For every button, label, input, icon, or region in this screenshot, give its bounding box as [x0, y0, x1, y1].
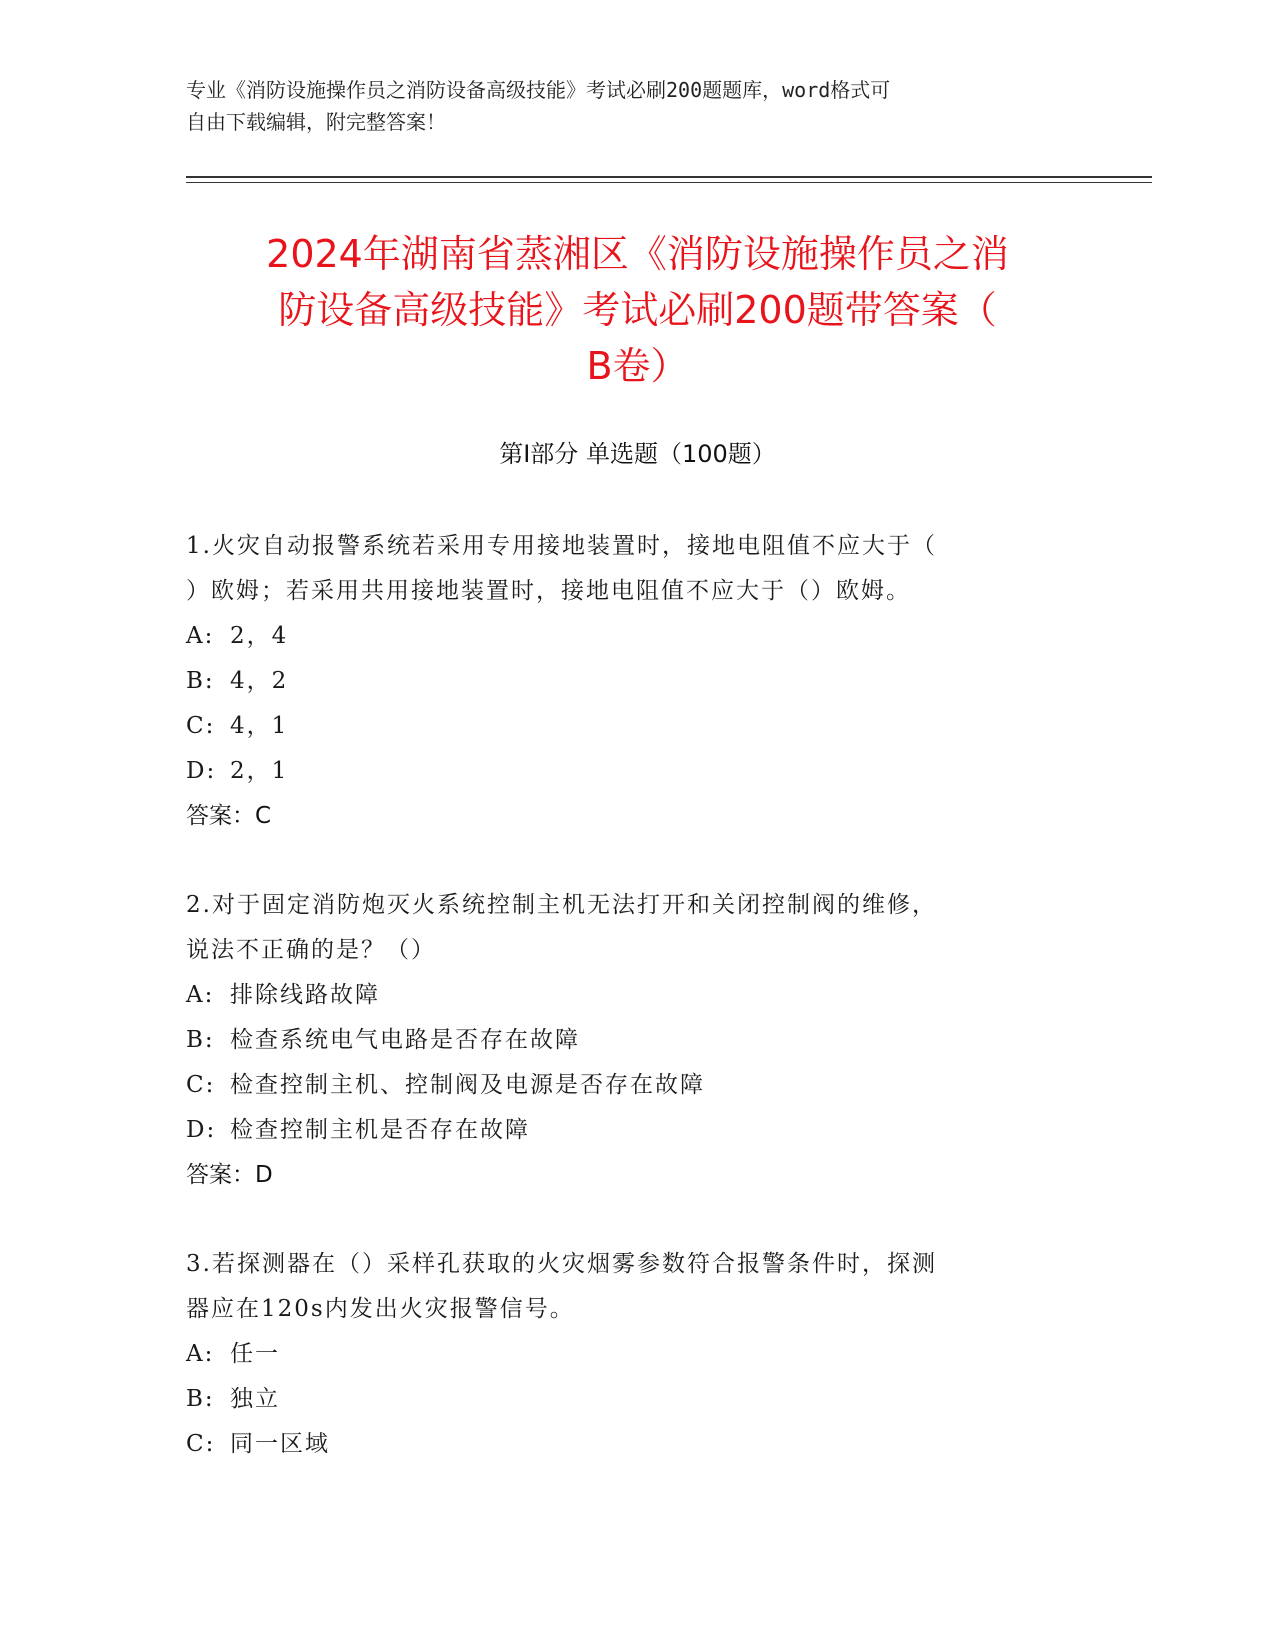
option-key: B:	[186, 1027, 215, 1053]
option-text: 排除线路故障	[230, 982, 380, 1008]
option-a	[186, 614, 1086, 659]
option-text: 同一区域	[230, 1431, 330, 1457]
option-text: 4，2	[230, 668, 289, 694]
title-line3: B卷）	[586, 344, 689, 388]
option-key: B:	[186, 668, 215, 694]
option-text: 4，1	[230, 713, 289, 739]
option-text: 检查控制主机、控制阀及电源是否存在故障	[230, 1072, 705, 1098]
option-b	[186, 1377, 1086, 1422]
option-text: 2，4	[230, 623, 289, 649]
title-line2: 防设备高级技能》考试必刷200题带答案（	[278, 288, 997, 332]
stem-line: 1.火灾自动报警系统若采用专用接地装置时，接地电阻值不应大于（	[186, 533, 937, 559]
stem-line: 2.对于固定消防炮灭火系统控制主机无法打开和关闭控制阀的维修，	[186, 892, 937, 918]
option-text: 2，1	[230, 758, 289, 784]
option-key: A:	[186, 982, 215, 1008]
option-text: 独立	[230, 1386, 280, 1412]
option-key: A:	[186, 1341, 215, 1367]
stem-line: 说法不正确的是？（）	[186, 937, 436, 963]
option-d	[186, 749, 1086, 794]
page-title	[150, 226, 1125, 394]
question-1	[186, 524, 1086, 839]
section-title: 第I部分 单选题（100题）	[499, 440, 776, 468]
answer-line: 答案：C	[186, 803, 272, 829]
option-key: D:	[186, 1117, 217, 1143]
question-list	[186, 524, 1086, 1511]
header-divider-thick	[186, 176, 1152, 178]
option-key: B:	[186, 1386, 215, 1412]
question-2	[186, 883, 1086, 1198]
question-stem	[186, 883, 1086, 973]
title-line1: 2024年湖南省蒸湘区《消防设施操作员之消	[266, 232, 1009, 276]
option-text: 任一	[230, 1341, 280, 1367]
header-divider-thin	[186, 182, 1152, 183]
option-b	[186, 1018, 1086, 1063]
question-stem	[186, 524, 1086, 614]
header-note	[186, 74, 1086, 138]
option-text: 检查控制主机是否存在故障	[230, 1117, 530, 1143]
option-c	[186, 704, 1086, 749]
header-note-line2: 自由下载编辑，附完整答案！	[186, 110, 446, 134]
option-key: C:	[186, 1431, 216, 1457]
option-d	[186, 1108, 1086, 1153]
header-note-line1: 专业《消防设施操作员之消防设备高级技能》考试必刷200题题库，word格式可	[186, 78, 891, 102]
option-a	[186, 1332, 1086, 1377]
option-c	[186, 1063, 1086, 1108]
option-key: C:	[186, 713, 216, 739]
option-b	[186, 659, 1086, 704]
stem-line: 器应在120s内发出火灾报警信号。	[186, 1296, 575, 1322]
option-text: 检查系统电气电路是否存在故障	[230, 1027, 580, 1053]
option-key: C:	[186, 1072, 216, 1098]
answer-line: 答案：D	[186, 1162, 273, 1188]
option-c	[186, 1422, 1086, 1467]
option-key: A:	[186, 623, 215, 649]
stem-line: 3.若探测器在（）采样孔获取的火灾烟雾参数符合报警条件时，探测	[186, 1251, 937, 1277]
question-stem	[186, 1242, 1086, 1332]
question-3	[186, 1242, 1086, 1467]
option-key: D:	[186, 758, 217, 784]
option-a	[186, 973, 1086, 1018]
stem-line: ）欧姆；若采用共用接地装置时，接地电阻值不应大于（）欧姆。	[186, 578, 911, 604]
